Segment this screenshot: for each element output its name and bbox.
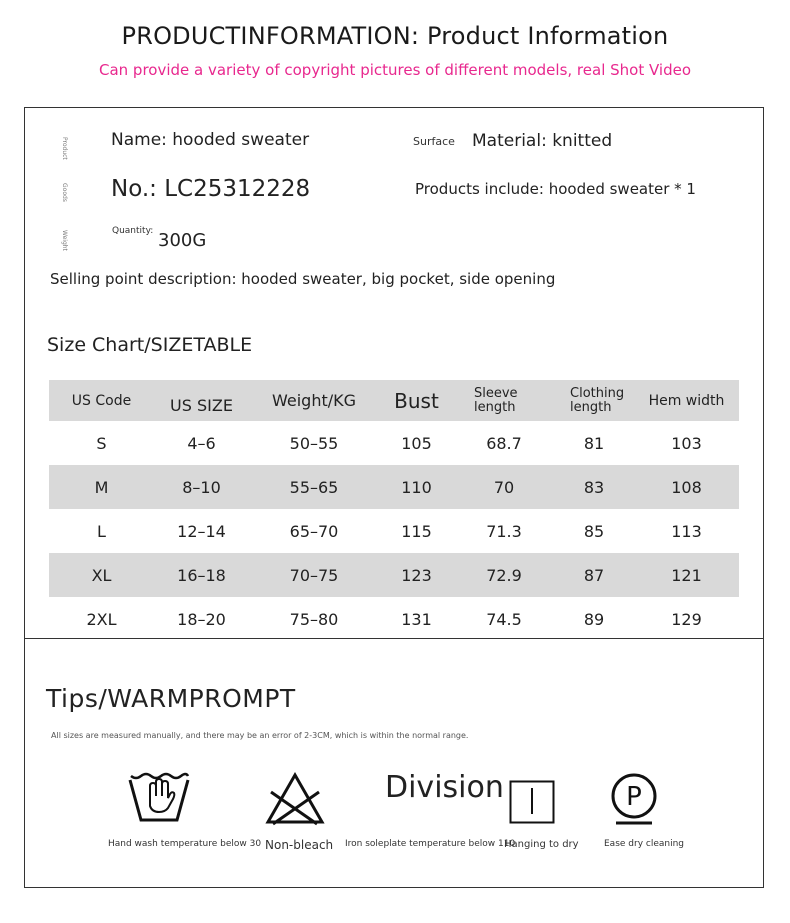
product-includes: Products include: hooded sweater * 1 xyxy=(415,180,696,198)
care-label-iron: Iron soleplate temperature below 110 xyxy=(345,839,516,849)
size-table-header xyxy=(49,380,739,421)
care-label-dry-clean: Ease dry cleaning xyxy=(604,839,685,849)
page-title: PRODUCTINFORMATION: Product Information xyxy=(121,22,669,50)
table-row xyxy=(49,465,739,509)
cell-sleeve: 74.5 xyxy=(486,609,522,629)
cell-weight: 65–70 xyxy=(289,521,339,541)
cell-hem: 113 xyxy=(671,521,702,541)
cell-clothing: 85 xyxy=(583,521,605,541)
product-material: Material: knitted xyxy=(472,131,613,151)
cell-hem: 129 xyxy=(671,609,702,629)
table-row xyxy=(49,509,739,553)
product-name: Name: hooded sweater xyxy=(111,130,310,150)
side-label-goods: Goods xyxy=(61,183,68,202)
header-sleeve-length: Sleeve length xyxy=(474,385,518,415)
dry-clean-icon xyxy=(610,772,658,826)
selling-point: Selling point description: hooded sweater, big pocket, side opening xyxy=(50,270,556,288)
no-bleach-icon xyxy=(265,772,325,826)
cell-us-code: 2XL xyxy=(86,609,117,629)
cell-clothing: 81 xyxy=(583,433,605,453)
cell-bust: 110 xyxy=(401,477,432,497)
surface-label: Surface xyxy=(413,135,455,148)
hang-dry-icon xyxy=(509,780,555,824)
cell-us-code: S xyxy=(96,433,107,453)
cell-us-code: XL xyxy=(91,565,112,585)
cell-sleeve: 70 xyxy=(493,477,515,497)
cell-bust: 131 xyxy=(401,609,432,629)
cell-us-code: M xyxy=(94,477,109,497)
cell-bust: 123 xyxy=(401,565,432,585)
cell-bust: 115 xyxy=(401,521,432,541)
header-hem-width: Hem width xyxy=(648,392,725,409)
table-row xyxy=(49,597,739,641)
page-subtitle: Can provide a variety of copyright pictures of different models, real Shot Video xyxy=(98,61,692,79)
care-label-non-bleach: Non-bleach xyxy=(265,838,334,852)
cell-weight: 55–65 xyxy=(289,477,339,497)
cell-sleeve: 68.7 xyxy=(486,433,522,453)
header-us-size: US SIZE xyxy=(170,396,233,415)
side-label-product: Product xyxy=(61,137,68,160)
table-row xyxy=(49,421,739,465)
table-row xyxy=(49,553,739,597)
cell-hem: 103 xyxy=(671,433,702,453)
header-bust: Bust xyxy=(394,388,439,413)
cell-us-size: 8–10 xyxy=(182,477,221,497)
cell-us-code: L xyxy=(97,521,106,541)
hand-wash-icon xyxy=(128,772,190,824)
cell-us-size: 16–18 xyxy=(177,565,226,585)
quantity-value: 300G xyxy=(158,230,207,251)
size-chart-title: Size Chart/SIZETABLE xyxy=(47,334,253,356)
division-label: Division xyxy=(385,770,504,805)
cell-us-size: 12–14 xyxy=(177,521,226,541)
side-label-weight: Weight xyxy=(61,230,68,251)
cell-clothing: 89 xyxy=(583,609,605,629)
product-number: No.: LC25312228 xyxy=(111,176,311,202)
cell-clothing: 83 xyxy=(583,477,605,497)
header-weight: Weight/KG xyxy=(271,391,357,410)
cell-clothing: 87 xyxy=(583,565,605,585)
cell-us-size: 4–6 xyxy=(187,433,216,453)
cell-hem: 121 xyxy=(671,565,702,585)
care-label-hang-dry: Hanging to dry xyxy=(504,839,579,850)
size-table xyxy=(49,380,739,641)
care-label-hand-wash: Hand wash temperature below 30 xyxy=(108,839,262,849)
cell-bust: 105 xyxy=(401,433,432,453)
cell-sleeve: 72.9 xyxy=(486,565,522,585)
cell-weight: 75–80 xyxy=(289,609,339,629)
cell-weight: 50–55 xyxy=(289,433,339,453)
cell-weight: 70–75 xyxy=(289,565,339,585)
header-us-code: US Code xyxy=(71,392,132,409)
cell-us-size: 18–20 xyxy=(177,609,226,629)
cell-hem: 108 xyxy=(671,477,702,497)
header-clothing-length: Clothing length xyxy=(570,385,625,415)
cell-sleeve: 71.3 xyxy=(486,521,522,541)
tips-title: Tips/WARMPROMPT xyxy=(46,684,296,713)
tips-note: All sizes are measured manually, and there may be an error of 2-3CM, which is within the normal range. xyxy=(51,731,469,740)
svg-text:P: P xyxy=(626,782,642,812)
quantity-label: Quantity: xyxy=(112,226,154,236)
